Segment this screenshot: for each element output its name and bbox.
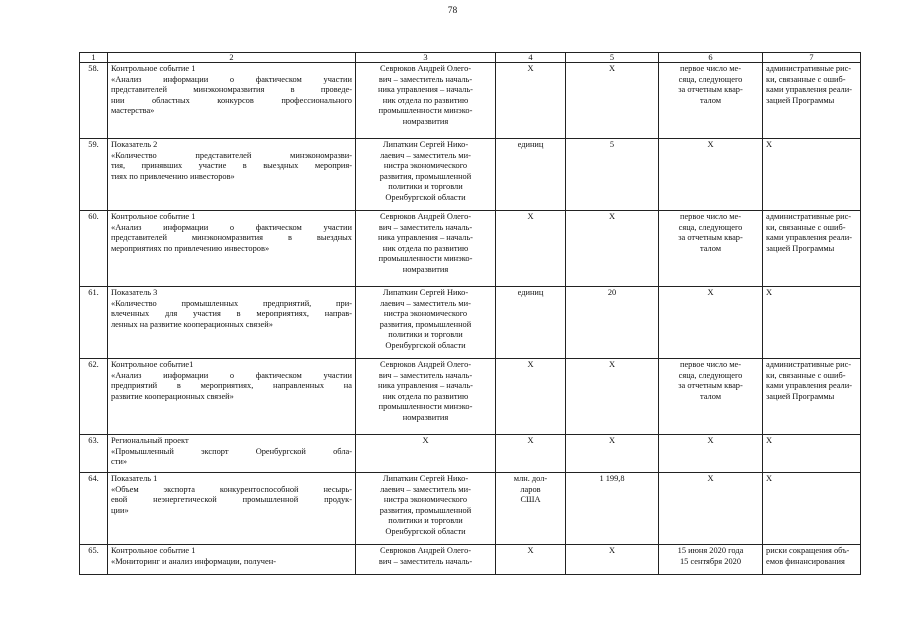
cell-line: X [608, 64, 616, 73]
cell-line: X [766, 436, 773, 445]
cell-line: X [422, 436, 429, 445]
row-responsible [356, 63, 496, 139]
row-name [108, 545, 356, 575]
cell-line: лаевич – заместитель ми- [380, 484, 471, 494]
row-risks [763, 359, 861, 435]
row-deadline [659, 545, 763, 575]
row-unit [496, 211, 566, 287]
cell-line: ника управления – началь- [378, 85, 473, 95]
cell-line: мероприятиях по привлечению инвесторов» [111, 243, 270, 253]
cell-line: X [527, 436, 534, 445]
cell-line: вич – заместитель началь- [378, 74, 473, 84]
cell-line: Контрольное событие 1 [111, 546, 196, 555]
row-deadline [659, 139, 763, 211]
cell-line: X [707, 140, 714, 149]
cell-line: нистра экономического [383, 161, 468, 171]
cell-line: «Анализ информации о фактическом участии [111, 370, 352, 380]
row-value [566, 287, 659, 359]
row-name [108, 435, 356, 473]
header-cell-col-no: 1 [80, 53, 108, 63]
cell-line: Контрольное событие 1 [111, 64, 196, 73]
cell-line: нистра экономического [383, 495, 468, 505]
cell-line: X [608, 436, 616, 445]
cell-line: тия, принявших участие в выездных мероприя- [111, 161, 352, 171]
row-number: 62. [80, 359, 108, 435]
cell-line: Оренбургской области [385, 526, 466, 536]
row-deadline [659, 287, 763, 359]
cell-line: ник отдела по развитию [382, 243, 469, 253]
row-number: 64. [80, 473, 108, 545]
cell-line: за отчетным квар- [678, 233, 743, 243]
cell-line: ник отдела по развитию [382, 95, 469, 105]
row-value [566, 63, 659, 139]
row-unit [496, 139, 566, 211]
cell-line: риски сокращения объ- [766, 546, 850, 555]
cell-line: 20 [607, 288, 617, 297]
cell-line: X [608, 546, 616, 555]
cell-line: зацией Программы [766, 95, 835, 105]
table-header-row [80, 53, 861, 63]
cell-line: ками управления реали- [766, 233, 853, 243]
row-number: 65. [80, 545, 108, 575]
cell-line: X [608, 360, 616, 369]
cell-line: США [520, 495, 541, 505]
row-number: 61. [80, 287, 108, 359]
cell-line: нистра экономического [383, 309, 468, 319]
cell-line: за отчетным квар- [678, 85, 743, 95]
cell-line: вич – заместитель началь- [378, 222, 473, 232]
cell-line: развития, промышленной [379, 171, 472, 181]
cell-line: талом [699, 391, 722, 401]
row-responsible [356, 211, 496, 287]
row-risks [763, 287, 861, 359]
cell-line: тиях по привлечению инвесторов» [111, 171, 235, 181]
table-row [80, 545, 861, 575]
cell-line: X [707, 436, 714, 445]
header-cell-col-unit: 4 [496, 53, 566, 63]
row-risks [763, 473, 861, 545]
cell-line: Липаткин Сергей Нико- [382, 288, 469, 297]
row-unit [496, 473, 566, 545]
table-row [80, 473, 861, 545]
cell-line: X [608, 212, 616, 221]
cell-line: X [766, 140, 773, 149]
cell-line: ками управления реали- [766, 85, 853, 95]
row-name [108, 473, 356, 545]
cell-line: политики и торговли [388, 182, 463, 192]
row-value [566, 435, 659, 473]
table-row [80, 139, 861, 211]
row-value [566, 211, 659, 287]
cell-line: Показатель 2 [111, 140, 158, 149]
row-responsible [356, 139, 496, 211]
cell-line: единиц [517, 288, 544, 297]
cell-line: Контрольное событие 1 [111, 212, 196, 221]
cell-line: промышленности минэко- [378, 254, 473, 264]
cell-line: первое число ме- [679, 64, 742, 73]
cell-line: ника управления – началь- [378, 381, 473, 391]
header-cell-col-name: 2 [108, 53, 356, 63]
cell-line: Севрюков Андрей Олего- [379, 360, 472, 369]
cell-line: X [527, 360, 534, 369]
row-value [566, 359, 659, 435]
cell-line: административные рис- [766, 360, 852, 369]
cell-line: развитие кооперационных связей» [111, 391, 234, 401]
table-row [80, 63, 861, 139]
cell-line: политики и торговли [388, 330, 463, 340]
cell-line: сяца, следующего [678, 74, 743, 84]
cell-line: Показатель 3 [111, 288, 158, 297]
header-cell-col-risks: 7 [763, 53, 861, 63]
cell-line: сяца, следующего [678, 222, 743, 232]
header-cell-col-value: 5 [566, 53, 659, 63]
row-number: 60. [80, 211, 108, 287]
cell-line: ками управления реали- [766, 381, 853, 391]
cell-line: административные рис- [766, 212, 852, 221]
cell-line: представителей минэкономразвития в выездных [111, 233, 352, 243]
cell-line: Севрюков Андрей Олего- [379, 212, 472, 221]
cell-line: Региональный проект [111, 436, 189, 445]
row-name [108, 359, 356, 435]
program-table [79, 52, 861, 575]
cell-line: номразвития [402, 264, 449, 274]
cell-line: X [766, 288, 773, 297]
row-value [566, 473, 659, 545]
cell-line: талом [699, 243, 722, 253]
cell-line: X [527, 546, 534, 555]
row-responsible [356, 473, 496, 545]
table-row [80, 287, 861, 359]
row-deadline [659, 473, 763, 545]
row-risks [763, 435, 861, 473]
cell-line: ника управления – началь- [378, 233, 473, 243]
header-cell-col-responsible: 3 [356, 53, 496, 63]
cell-line: «Объем экспорта конкурентоспособной несырь- [111, 484, 352, 494]
cell-line: ленных на развитие кооперационных связей» [111, 319, 273, 329]
row-value [566, 545, 659, 575]
cell-line: влеченных для участия в мероприятиях, направ- [111, 309, 352, 319]
cell-line: 1 199,8 [599, 474, 625, 483]
row-number: 59. [80, 139, 108, 211]
cell-line: Липаткин Сергей Нико- [382, 140, 469, 149]
cell-line: лаевич – заместитель ми- [380, 150, 471, 160]
page-number: 78 [447, 6, 458, 16]
cell-line: «Анализ информации о фактическом участии [111, 222, 352, 232]
row-name [108, 139, 356, 211]
row-value [566, 139, 659, 211]
row-responsible [356, 287, 496, 359]
row-responsible [356, 545, 496, 575]
header-cell-col-deadline: 6 [659, 53, 763, 63]
row-number: 63. [80, 435, 108, 473]
cell-line: зацией Программы [766, 243, 835, 253]
cell-line: ки, связанные с ошиб- [766, 222, 846, 232]
cell-line: развития, промышленной [379, 505, 472, 515]
cell-line: предприятий в мероприятиях, направленных на [111, 381, 352, 391]
row-unit [496, 545, 566, 575]
row-deadline [659, 359, 763, 435]
cell-line: административные рис- [766, 64, 852, 73]
cell-line: развития, промышленной [379, 319, 472, 329]
cell-line: единиц [517, 140, 544, 149]
cell-line: вич – заместитель началь- [378, 370, 473, 380]
cell-line: ларов [520, 484, 541, 494]
cell-line: Показатель 1 [111, 474, 158, 483]
row-name [108, 63, 356, 139]
cell-line: номразвития [402, 412, 449, 422]
cell-line: «Анализ информации о фактическом участии [111, 74, 352, 84]
cell-line: 5 [609, 140, 615, 149]
cell-line: 15 июня 2020 года [677, 546, 744, 555]
cell-line: первое число ме- [679, 360, 742, 369]
row-name [108, 211, 356, 287]
row-deadline [659, 211, 763, 287]
cell-line: мастерства» [111, 106, 155, 116]
cell-line: первое число ме- [679, 212, 742, 221]
row-unit [496, 63, 566, 139]
row-number: 58. [80, 63, 108, 139]
cell-line: ник отдела по развитию [382, 391, 469, 401]
cell-line: талом [699, 95, 722, 105]
cell-line: промышленности минэко- [378, 106, 473, 116]
cell-line: X [766, 474, 773, 483]
cell-line: номразвития [402, 116, 449, 126]
cell-line: ции» [111, 505, 129, 515]
row-unit [496, 435, 566, 473]
row-deadline [659, 63, 763, 139]
cell-line: X [527, 212, 534, 221]
cell-line: ки, связанные с ошиб- [766, 370, 846, 380]
cell-line: вич – заместитель началь- [378, 556, 473, 566]
cell-line: 15 сентября 2020 [679, 556, 742, 566]
cell-line: сти» [111, 457, 128, 467]
cell-line: X [707, 288, 714, 297]
cell-line: Севрюков Андрей Олего- [379, 546, 472, 555]
row-risks [763, 211, 861, 287]
row-responsible [356, 435, 496, 473]
row-unit [496, 287, 566, 359]
cell-line: евой неэнергетической промышленной продук- [111, 495, 352, 505]
cell-line: сяца, следующего [678, 370, 743, 380]
cell-line: X [527, 64, 534, 73]
cell-line: емов финансирования [766, 556, 845, 566]
cell-line: «Промышленный экспорт Оренбургской обла- [111, 446, 352, 456]
cell-line: за отчетным квар- [678, 381, 743, 391]
cell-line: «Количество представителей минэкономразви- [111, 150, 352, 160]
row-deadline [659, 435, 763, 473]
row-risks [763, 545, 861, 575]
cell-line: промышленности минэко- [378, 402, 473, 412]
cell-line: нии областных конкурсов профессионального [111, 95, 352, 105]
cell-line: «Количество промышленных предприятий, при- [111, 298, 352, 308]
cell-line: ки, связанные с ошиб- [766, 74, 846, 84]
row-risks [763, 139, 861, 211]
row-unit [496, 359, 566, 435]
cell-line: Оренбургской области [385, 192, 466, 202]
table-row [80, 435, 861, 473]
cell-line: «Мониторинг и анализ информации, получен- [111, 556, 276, 566]
table-row [80, 359, 861, 435]
cell-line: X [707, 474, 714, 483]
cell-line: Липаткин Сергей Нико- [382, 474, 469, 483]
row-responsible [356, 359, 496, 435]
cell-line: млн. дол- [513, 474, 548, 483]
cell-line: Оренбургской области [385, 340, 466, 350]
cell-line: представителей минэкономразвития в проведе- [111, 85, 352, 95]
row-name [108, 287, 356, 359]
table-row [80, 211, 861, 287]
cell-line: зацией Программы [766, 391, 835, 401]
cell-line: Севрюков Андрей Олего- [379, 64, 472, 73]
cell-line: политики и торговли [388, 516, 463, 526]
cell-line: Контрольное событие1 [111, 360, 194, 369]
cell-line: лаевич – заместитель ми- [380, 298, 471, 308]
row-risks [763, 63, 861, 139]
